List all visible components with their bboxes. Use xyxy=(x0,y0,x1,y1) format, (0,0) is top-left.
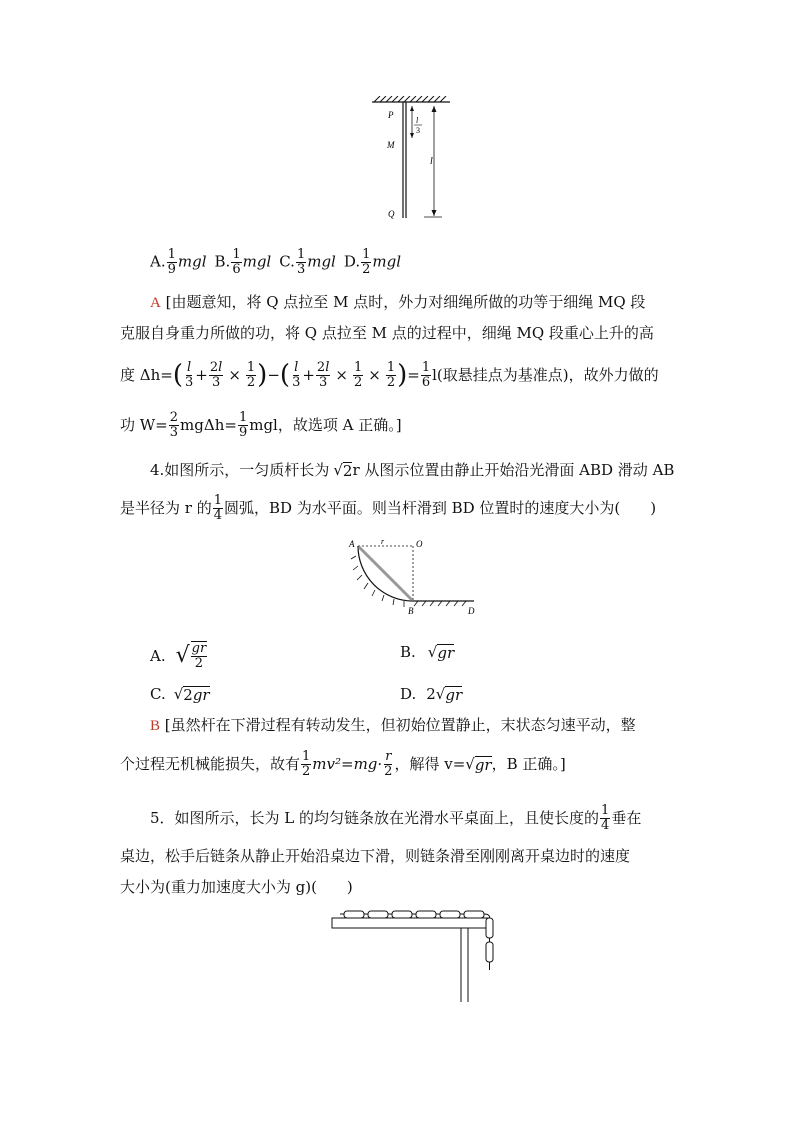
q3-explanation-line1: A [由题意知，将 Q 点拉至 M 点时，外力对细绳所做的功等于细绳 MQ 段 xyxy=(150,293,646,311)
q3-explanation-line4: 功 W= $\frac{2}{3}$ mgΔh= $\frac{1}{9}$ mgl，故选项 A 正确。] xyxy=(120,409,402,440)
label-l: l xyxy=(430,156,433,167)
q4-stem-line2: 是半径为 r 的 $\frac{1}{4}$ 圆弧，BD 为水平面。则当杆滑到 BD 位置时的速度大小为( ) xyxy=(120,492,657,523)
q4-stem-line1: 4.如图所示，一匀质杆长为 √ 2 r 从图示位置由静止开始沿光滑面 ABD 滑动 AB xyxy=(150,461,675,480)
q3-option-c[interactable]: C. $\frac{1}{3}$ mgl xyxy=(279,246,336,277)
rope-figure xyxy=(360,96,460,222)
q5-stem-line3: 大小为(重力加速度大小为 g)( ) xyxy=(120,878,353,896)
q5-stem-line2: 桌边，松手后链条从静止开始沿桌边下滑，则链条滑至刚刚离开桌边时的速度 xyxy=(120,847,631,865)
q4-explanation-line2: 个过程无机械能损失，故有 $\frac{1}{2}$ mv²=mg· $\frac{r}{2}$ ，解得 v= √ gr ，B 正确。] xyxy=(120,748,566,779)
label-P: P xyxy=(388,110,394,120)
q4-option-a[interactable]: A. √ $\frac{gr}{2}$ xyxy=(150,641,207,671)
q3-option-b[interactable]: B. $\frac{1}{6}$ mgl xyxy=(214,246,272,277)
q5-stem-line1: 5．如图所示，长为 L 的均匀链条放在光滑水平桌面上，且使长度的 $\frac{1}{4}$ 垂在 xyxy=(150,802,642,833)
label-l3-num: l xyxy=(416,116,419,125)
q4-answer: B xyxy=(150,718,161,734)
q3-explanation-line2: 克服自身重力所做的功，将 Q 点拉至 M 点的过程中，细绳 MQ 段重心上升的高 xyxy=(120,324,654,342)
label-B: B xyxy=(408,606,414,616)
q4-option-d[interactable]: D. 2√ gr xyxy=(400,685,463,704)
q4-option-c[interactable]: C. √ 2gr xyxy=(150,685,210,704)
q4-option-b[interactable]: B. √ gr xyxy=(400,643,455,662)
chain-table-figure xyxy=(328,904,508,1004)
label-M: M xyxy=(387,140,395,150)
label-Q: Q xyxy=(388,209,395,219)
q4-explanation-line1: B [虽然杆在下滑过程有转动发生，但初始位置静止，末状态匀速平动，整 xyxy=(150,716,636,734)
label-r: r xyxy=(381,537,385,546)
q3-option-a[interactable]: A. $\frac{1}{9}$ mgl xyxy=(150,246,207,277)
label-O: O xyxy=(416,539,423,549)
q3-options xyxy=(150,244,401,280)
q3-answer: A xyxy=(150,295,161,311)
label-D: D xyxy=(468,606,475,616)
label-l3-den: 3 xyxy=(416,126,420,135)
label-A: A xyxy=(349,539,355,549)
q3-explanation-line3: 度 Δh= ( $\frac{l}{3}$ + $\frac{2l}{3}$ × $\frac{1}{2}$ ) − ( $\frac{l}{3}$ + $\frac{2l}{3}$ × $\frac{1}{2}$ × $\frac{1}{2}$ ) = $\frac{1}{6}$ l(取悬挂点为基准点)，故外力做的 xyxy=(120,359,659,390)
rod-arc-figure xyxy=(342,534,482,620)
q3-option-d[interactable]: D. $\frac{1}{2}$ mgl xyxy=(343,246,402,277)
